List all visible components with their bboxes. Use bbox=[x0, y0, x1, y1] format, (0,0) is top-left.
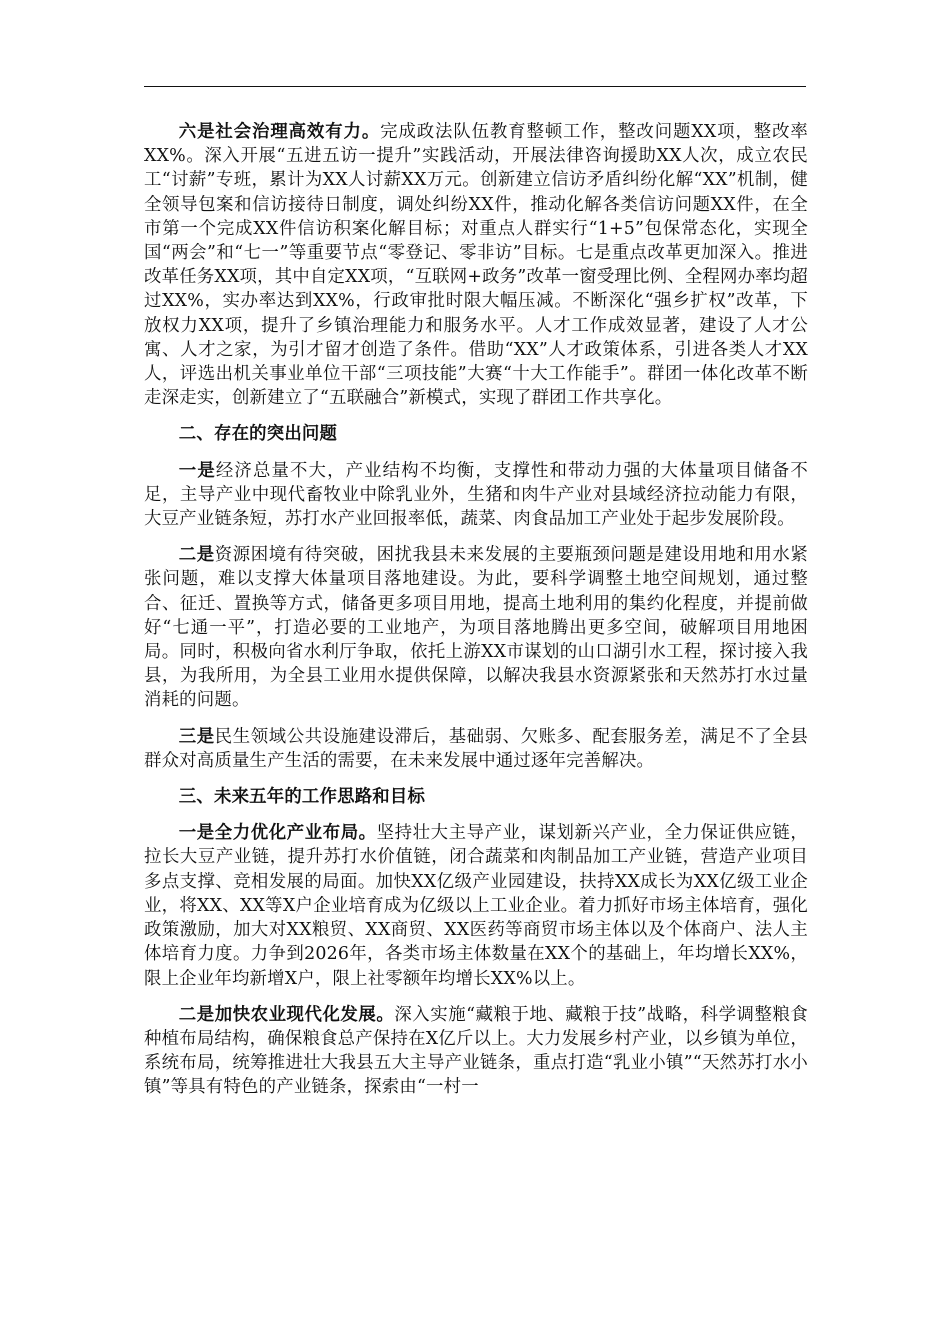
paragraph-text: 民生领域公共设施建设滞后，基础弱、欠账多、配套服务差，满足不了全县群众对高质量生产生活的需要，在未来发展中通过逐年完善解决。 bbox=[144, 726, 808, 771]
paragraph-lead: 一是 bbox=[178, 460, 216, 481]
paragraph-problem-3 bbox=[144, 725, 808, 773]
paragraph-lead: 一是全力优化产业布局。 bbox=[178, 823, 377, 844]
paragraph-text: 完成政法队伍教育整顿工作，整改问题XX项，整改率XX%。深入开展“五进五访一提升”实践活动，开展法律咨询援助XX人次，成立农民工“讨薪”专班，累计为XX人讨薪XX万元。创新建立信访矛盾纠纷化解“XX”机制，健全领导包案和信访接待日制度，调处纠纷XX件，推动化解各类信访问题XX件，在全市第一个完成XX件信访积案化解目标；对重点人群实行“1+5”包保常态化，实现全国“两会”和“七一”等重要节点“零登记、零非访”目标。七是重点改革更加深入。推进改革任务XX项，其中自定XX项，“互联网+政务”改革一窗受理比例、全程网办率均超过XX%，实办率达到XX%，行政审批时限大幅压减。不断深化“强乡扩权”改革，下放权力XX项，提升了乡镇治理能力和服务水平。人才工作成效显著，建设了人才公寓、人才之家，为引才留才创造了条件。借助“XX”人才政策体系，引进各类人才XX人，评选出机关事业单位干部“三项技能”大赛“十大工作能手”。群团一体化改革不断走深走实，创新建立了“五联融合”新模式，实现了群团工作共享化。 bbox=[144, 122, 808, 409]
section-heading-problems: 二、存在的突出问题 bbox=[178, 424, 338, 445]
paragraph-lead: 三是 bbox=[178, 726, 215, 747]
paragraph-problem-2 bbox=[144, 543, 808, 712]
paragraph-social-governance bbox=[144, 120, 808, 410]
paragraph-lead: 二是加快农业现代化发展。 bbox=[178, 1004, 395, 1025]
paragraph-problem-1 bbox=[144, 459, 808, 532]
paragraph-text: 资源困境有待突破，困扰我县未来发展的主要瓶颈问题是建设用地和用水紧张问题，难以支撑大体量项目落地建设。为此，要科学调整土地空间规划，通过整合、征迁、置换等方式，储备更多项目用地，提高土地利用的集约化程度，并提前做好“七通一平”，打造必要的工业地产，为项目落地腾出更多空间，破解项目用地困局。同时，积极向省水利厅争取，依托上游XX市谋划的山口湖引水工程，探讨接入我县，为我所用，为全县工业用水提供保障，以解决我县水资源紧张和天然苏打水过量消耗的问题。 bbox=[144, 545, 808, 711]
section-heading-plans: 三、未来五年的工作思路和目标 bbox=[178, 787, 426, 808]
paragraph-text: 深入实施“藏粮于地、藏粮于技”战略，科学调整粮食种植布局结构，确保粮食总产保持在X亿斤以上。大力发展乡村产业，以乡镇为单位，系统布局，统筹推进壮大我县五大主导产业链条，重点打造“乳业小镇”“天然苏打水小镇”等具有特色的产业链条，探索由“一村一 bbox=[144, 1004, 808, 1098]
paragraph-text: 坚持壮大主导产业，谋划新兴产业，全力保证供应链，拉长大豆产业链，提升苏打水价值链，闭合蔬菜和肉制品加工产业链，营造产业项目多点支撑、竞相发展的局面。加快XX亿级产业园建设，扶持XX成长为XX亿级工业企业，将XX、XX等X户企业培育成为亿级以上工业企业。着力抓好市场主体培育，强化政策激励，加大对XX粮贸、XX商贸、XX医药等商贸市场主体以及个体商户、法人主体培育力度。力争到2026年，各类市场主体数量在XX个的基础上，年均增长XX%，限上企业年均新增X户，限上社零额年均增长XX%以上。 bbox=[144, 823, 808, 989]
header-rule bbox=[144, 86, 806, 87]
paragraph-text: 经济总量不大，产业结构不均衡，支撑性和带动力强的大体量项目储备不足，主导产业中现代畜牧业中除乳业外，生猪和肉牛产业对县域经济拉动能力有限，大豆产业链条短，苏打水产业回报率低，蔬菜、肉食品加工产业处于起步发展阶段。 bbox=[144, 460, 809, 530]
paragraph-plan-2 bbox=[144, 1003, 808, 1100]
paragraph-lead: 六是社会治理高效有力。 bbox=[178, 122, 381, 142]
paragraph-plan-1 bbox=[144, 821, 808, 990]
document-body bbox=[144, 120, 808, 1112]
paragraph-lead: 二是 bbox=[178, 545, 215, 566]
